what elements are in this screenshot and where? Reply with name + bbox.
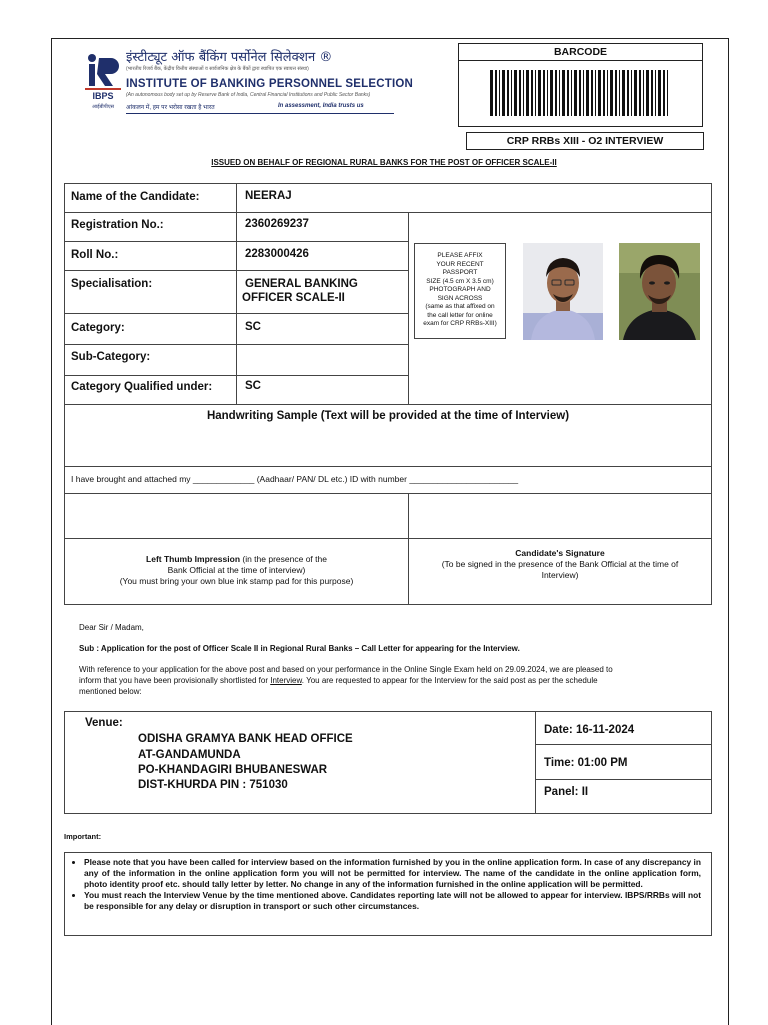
interview-panel: Panel: II [544,786,589,798]
subject-line: Sub : Application for the post of Officer Scale II in Regional Rural Banks – Call Letter for appearing for the Interview. [79,644,520,653]
roll-label: Roll No.: [71,249,119,261]
logo-abbr: IBPS [92,91,114,101]
barcode-image [490,70,670,116]
thumb-caption: Left Thumb Impression (in the presence of the Bank Official at the time of interview) (You must bring your own blue ink stamp pad for this purpose) [119,554,354,586]
subcategory-label: Sub-Category: [71,351,151,363]
specialisation-line2: OFFICER SCALE-II [242,292,345,304]
interview-time: Time: 01:00 PM [544,757,628,769]
letter-body-line2: inform that you have been provisionally shortlisted for Interview. You are requested to appear for the Interview for the said post as per the schedule [79,676,598,685]
venue-line1: ODISHA GRAMYA BANK HEAD OFFICE [138,733,353,745]
barcode-label: BARCODE [553,46,608,58]
venue-line4: DIST-KHURDA PIN : 751030 [138,779,288,791]
signature-caption: Candidate's Signature (To be signed in the presence of the Bank Official at the time of Interview) [408,548,712,581]
important-label: Important: [64,832,102,841]
important-notes [64,852,712,936]
category-label: Category: [71,322,125,334]
photo-note-line: SIZE (4.5 cm X 3.5 cm) [426,277,494,285]
category-value: SC [245,321,261,333]
photo-note-line: the call letter for online [427,311,493,319]
registration-number: 2360269237 [245,218,309,230]
org-name: INSTITUTE OF BANKING PERSONNEL SELECTION [126,78,413,90]
candidate-photo-1 [523,243,603,340]
photo-note-line: PLEASE AFFIX [437,252,483,259]
specialisation-label: Specialisation: [71,278,153,290]
interview-date: Date: 16-11-2024 [544,724,635,736]
venue-label: Venue: [85,717,123,729]
specialisation-line1: GENERAL BANKING [245,278,358,290]
category-qualified-label: Category Qualified under: [71,381,213,393]
category-qualified-value: SC [245,380,261,392]
candidate-photo-2 [619,243,700,340]
roll-number: 2283000426 [245,248,309,260]
interview-code: CRP RRBs XIII - O2 INTERVIEW [466,132,704,150]
thumb-title: Left Thumb Impression [146,554,241,564]
tagline-hindi: आंकलन में, हम पर भरोसा रखता है भारत [126,105,215,111]
important-item: • You must reach the Interview Venue by the time mentioned above. Candidates reporting late will not be allowed to appear for interview. IBPS/RRBs will not be responsible for any delay or disruption in transport or such other circumstances. [84,890,701,912]
candidate-name: NEERAJ [245,190,292,202]
registration-label: Registration No.: [71,219,164,231]
photo-instructions [414,243,506,339]
ibps-logo-icon [85,52,121,110]
org-name-hindi: इंस्टीट्यूट ऑफ बैंकिंग पर्सोनेल सिलेक्शन ® [126,50,333,65]
issued-line: ISSUED ON BEHALF OF REGIONAL RURAL BANKS FOR THE POST OF OFFICER SCALE-II [211,158,557,167]
header-rule [126,113,394,114]
letter-body-line3: mentioned below: [79,687,142,696]
signature-box [408,493,712,539]
venue-line2: AT-GANDAMUNDA [138,749,241,761]
photo-note-line: SIGN ACROSS [437,294,483,302]
org-subtitle: (An autonomous body set up by Reserve Bank of India, Central Financial Institutions and Public Sector Banks) [126,92,371,98]
signature-title: Candidate's Signature [515,548,605,558]
important-item: • Please note that you have been called for interview based on the information furnished by you in the online application form. In case of any discrepancy in any of the information in the online application form you will not be permitted for interview. The name of the candidate in the online application form, photo identity proof etc. should tally letter by letter. No change in any of the information furnished in the online application will be permitted. [84,857,701,890]
photo-note-line: YOUR RECENT [436,260,484,268]
photo-note-line: (same as that affixed on [425,303,495,310]
name-label: Name of the Candidate: [71,191,200,203]
venue-line3: PO-KHANDAGIRI BHUBANESWAR [138,764,328,776]
id-declaration: I have brought and attached my _____________ (Aadhaar/ PAN/ DL etc.) ID with number _______________________ [71,474,519,484]
letter-body-line1: With reference to your application for the above post and based on your performance in the Online Single Exam held on 29.09.2024, we are pleased to [79,665,613,674]
salutation: Dear Sir / Madam, [79,623,144,632]
tagline: In assessment, India trusts us [278,103,364,109]
org-subtitle-hindi: (भारतीय रिजर्व बैंक, केंद्रीय वित्तीय संस्थाओं व सार्वजनिक क्षेत्र के बैंकों द्वारा स्थापित एक स्वायत्त संस्था) [126,66,309,72]
handwriting-heading: Handwriting Sample (Text will be provided at the time of Interview) [206,410,570,422]
photo-note-line: exam for CRP RRBs-XIII) [423,320,497,327]
logo-abbr-hindi: आईबीपीएस [92,104,114,110]
photo-note-line: PHOTOGRAPH AND [429,286,491,293]
barcode-box [458,43,703,127]
thumb-impression-box [64,493,409,539]
photo-note-line: PASSPORT [442,269,478,276]
